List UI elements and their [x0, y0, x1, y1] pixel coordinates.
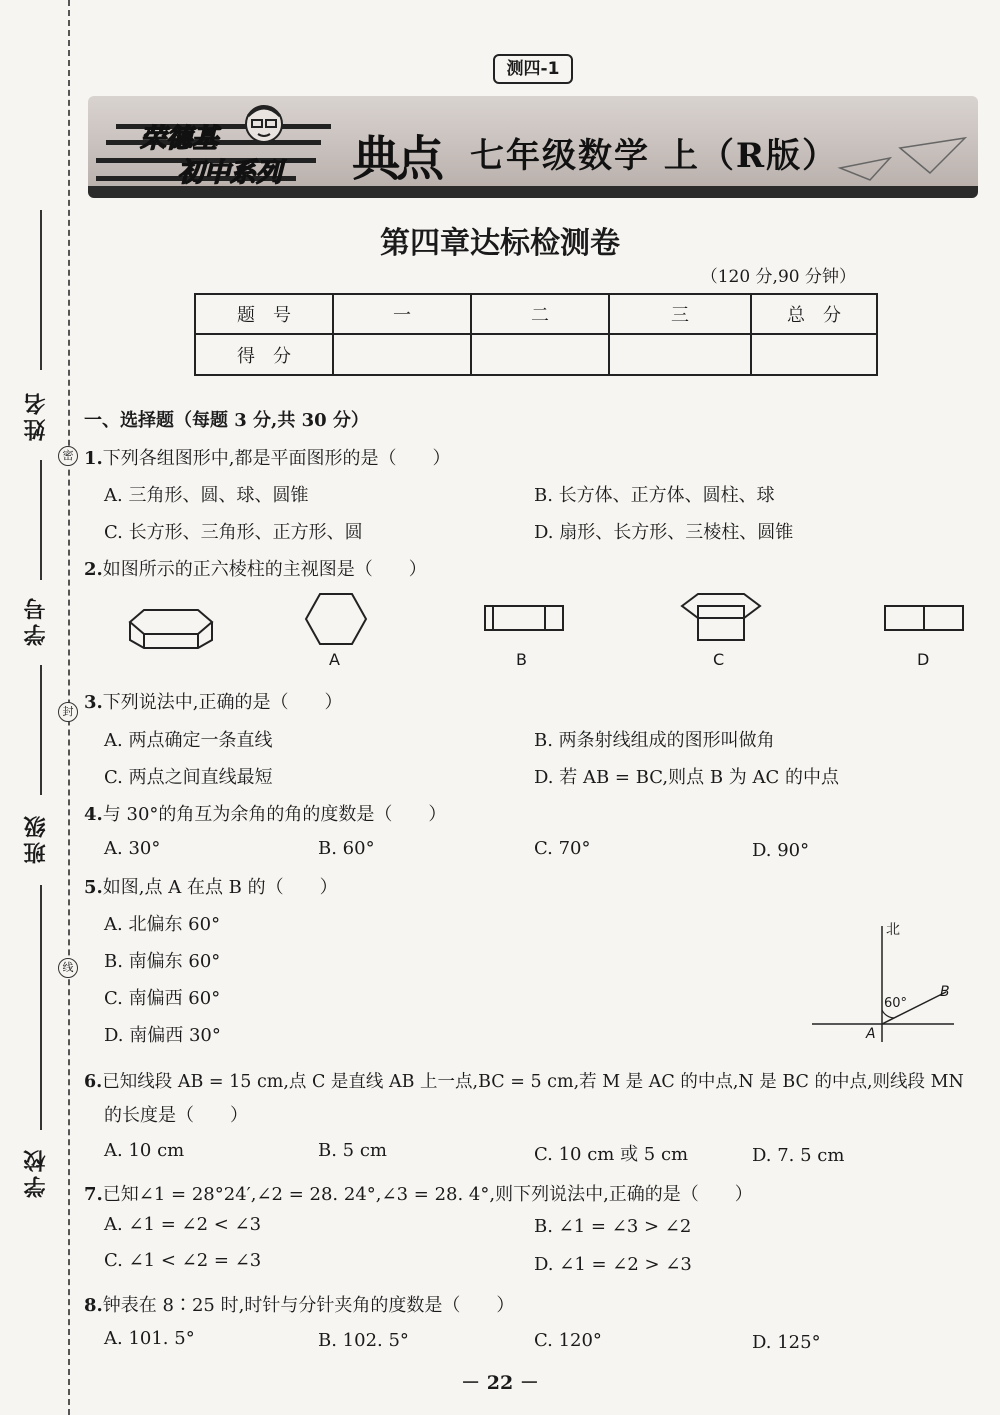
question-2 [84, 555, 427, 581]
name-label: 姓名 [23, 389, 49, 441]
q2-option-b-label: B [516, 650, 527, 669]
q5-option-a[interactable]: A. 北偏东 60° [104, 914, 221, 935]
q6-option-a[interactable]: A. 10 cm [104, 1140, 185, 1161]
q2-option-d-label: D [917, 650, 930, 669]
q6-option-d[interactable]: D. 7. 5 cm [752, 1145, 845, 1166]
question-6 [84, 1068, 964, 1093]
point-b-label: B [940, 984, 950, 1000]
q7-option-c[interactable]: C. ∠1 < ∠2 = ∠3 [104, 1250, 262, 1271]
q3-option-d[interactable]: D. 若 AB = BC,则点 B 为 AC 的中点 [534, 767, 840, 788]
question-number: 5. [84, 877, 103, 898]
score-cell[interactable] [333, 334, 471, 375]
id-blank [40, 460, 42, 580]
q1-option-a[interactable]: A. 三角形、圆、球、圆锥 [104, 485, 309, 506]
q2-option-c-label: C [713, 650, 725, 669]
north-label: 北 [886, 922, 900, 938]
question-5 [84, 873, 338, 899]
q4-option-a[interactable]: A. 30° [104, 838, 161, 859]
question-stem: 已知线段 AB = 15 cm,点 C 是直线 AB 上一点,BC = 5 cm,若 M 是 AC 的中点,N 是 BC 的中点,则线段 MN [102, 1072, 964, 1092]
question-number: 6. [84, 1072, 103, 1092]
q4-option-c[interactable]: C. 70° [534, 838, 591, 859]
q4-option-b[interactable]: B. 60° [318, 838, 375, 859]
q7-option-d[interactable]: D. ∠1 = ∠2 > ∠3 [534, 1254, 692, 1275]
q1-option-d[interactable]: D. 扇形、长方形、三棱柱、圆锥 [534, 522, 794, 543]
q7-option-b[interactable]: B. ∠1 = ∠3 > ∠2 [534, 1216, 692, 1237]
class-blank [40, 665, 42, 795]
author-portrait-icon [240, 98, 288, 146]
question-number: 4. [84, 804, 103, 825]
question-number: 8. [84, 1295, 103, 1316]
score-table [194, 293, 878, 376]
q5-option-b[interactable]: B. 南偏东 60° [104, 951, 221, 972]
q8-option-d[interactable]: D. 125° [752, 1332, 821, 1353]
q4-option-d[interactable]: D. 90° [752, 840, 810, 861]
seal-mark-3: 线 [58, 958, 78, 978]
score-cell[interactable] [609, 334, 751, 375]
page-number: － 22 － [461, 1372, 539, 1394]
question-stem: 与 30°的角互为余角的角的度数是（ ） [102, 804, 447, 825]
question-number: 3. [84, 692, 103, 713]
school-blank [40, 885, 42, 1130]
hexagonal-prism-figure [126, 600, 216, 650]
seal-mark-2: 封 [58, 702, 78, 722]
test-code-label: 测四-1 [493, 54, 573, 84]
question-stem: 钟表在 8∶25 时,时针与分针夹角的度数是（ ） [102, 1295, 515, 1316]
q5-option-d[interactable]: D. 南偏西 30° [104, 1025, 221, 1046]
page-title: 第四章达标检测卷 [380, 226, 620, 261]
q3-option-a[interactable]: A. 两点确定一条直线 [104, 730, 273, 751]
option-c-shape[interactable] [680, 592, 762, 642]
question-stem: 下列各组图形中,都是平面图形的是（ ） [102, 448, 451, 469]
score-table-header-2: 二 [471, 294, 609, 334]
brand-logo: 典点 [352, 131, 441, 187]
id-label: 学号 [23, 594, 49, 646]
question-4 [84, 800, 446, 826]
q1-option-c[interactable]: C. 长方形、三角形、正方形、圆 [104, 522, 363, 543]
question-6-continued: 的长度是（ ） [104, 1105, 248, 1126]
question-stem: 已知∠1 = 28°24′,∠2 = 28. 24°,∠3 = 28. 4°,则下列说法中,正确的是（ ） [102, 1184, 753, 1205]
book-title: 七年级数学 上（R版） [470, 136, 839, 176]
q3-option-c[interactable]: C. 两点之间直线最短 [104, 767, 273, 788]
question-1 [84, 444, 451, 470]
question-3 [84, 688, 343, 714]
score-cell[interactable] [471, 334, 609, 375]
score-table-header-total: 总 分 [751, 294, 877, 334]
paper-plane-icon [830, 128, 970, 188]
score-table-header-number: 题 号 [195, 294, 333, 334]
q2-option-a-label: A [329, 650, 340, 669]
q6-option-c[interactable]: C. 10 cm 或 5 cm [534, 1144, 689, 1165]
seal-mark-1: 密 [58, 446, 78, 466]
q7-option-a[interactable]: A. ∠1 = ∠2 < ∠3 [104, 1214, 262, 1235]
direction-diagram [808, 918, 958, 1046]
question-stem: 下列说法中,正确的是（ ） [102, 692, 343, 713]
q8-option-a[interactable]: A. 101. 5° [104, 1328, 195, 1349]
q3-option-b[interactable]: B. 两条射线组成的图形叫做角 [534, 730, 775, 751]
section-heading: 一、选择题（每题 3 分,共 30 分） [84, 410, 369, 431]
question-number: 1. [84, 448, 103, 469]
option-b-rectangles[interactable] [483, 604, 565, 632]
q6-option-b[interactable]: B. 5 cm [318, 1140, 387, 1161]
score-time-info: （120 分,90 分钟） [700, 267, 856, 287]
score-table-header-1: 一 [333, 294, 471, 334]
option-d-rectangles[interactable] [883, 604, 965, 632]
q8-option-b[interactable]: B. 102. 5° [318, 1330, 409, 1351]
q1-option-b[interactable]: B. 长方体、正方体、圆柱、球 [534, 485, 775, 506]
score-table-header-3: 三 [609, 294, 751, 334]
question-7 [84, 1180, 753, 1206]
q5-option-c[interactable]: C. 南偏西 60° [104, 988, 221, 1009]
school-label: 学校 [23, 1146, 49, 1198]
q8-option-c[interactable]: C. 120° [534, 1330, 602, 1351]
question-8 [84, 1291, 514, 1317]
question-stem: 如图,点 A 在点 B 的（ ） [102, 877, 338, 898]
series-line2: 初中系列 [178, 158, 283, 188]
question-number: 2. [84, 559, 103, 580]
angle-label: 60° [884, 996, 908, 1011]
series-line1: 荣德基 [140, 124, 219, 154]
point-a-label: A [866, 1026, 876, 1042]
question-number: 7. [84, 1184, 103, 1205]
option-a-hexagon[interactable] [304, 592, 368, 646]
class-label: 班级 [23, 812, 49, 864]
score-cell[interactable] [751, 334, 877, 375]
question-stem: 如图所示的正六棱柱的主视图是（ ） [102, 559, 427, 580]
score-table-score-label: 得 分 [195, 334, 333, 375]
